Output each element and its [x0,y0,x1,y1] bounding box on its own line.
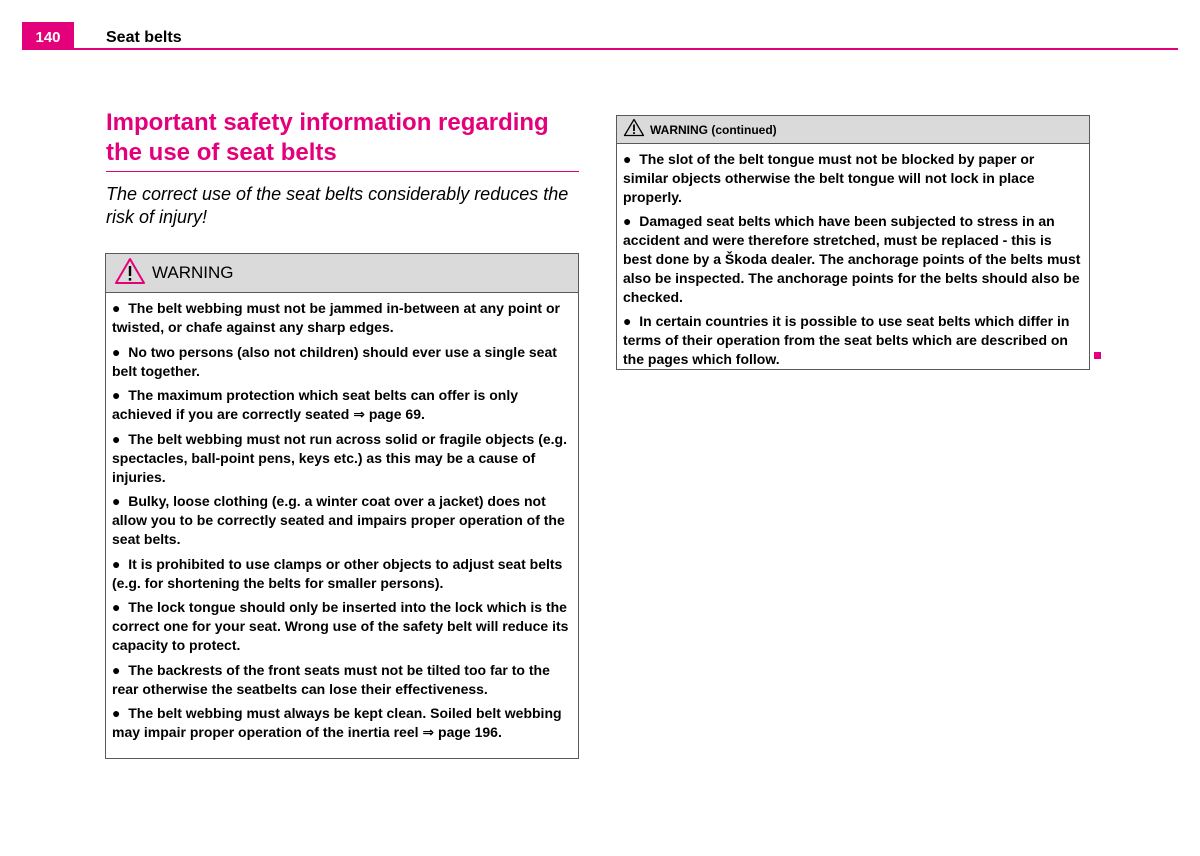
section-end-marker [1094,352,1101,359]
header-rule [22,48,1178,50]
warning-item [623,312,1083,369]
bullet: ● [623,151,632,167]
warning-triangle-icon [114,257,146,290]
heading-divider [106,171,579,172]
bullet: ● [112,387,121,403]
warning-item-text: The belt webbing must always be kept clean. Soiled belt webbing may impair proper operation of the inertia reel ⇒ page 196. [112,705,562,740]
page-number: 140 [35,29,61,46]
warning-item [112,343,572,381]
warning-item [112,555,572,593]
bullet: ● [112,705,121,721]
warning-item [623,212,1083,307]
warning-item [112,661,572,699]
warning-header [106,254,578,293]
bullet: ● [112,555,121,572]
bullet: ● [112,430,121,447]
warning-item-text: The maximum protection which seat belts can offer is only achieved if you are correctly seated ⇒ page 69. [112,387,519,422]
intro-text: The correct use of the seat belts considerably reduces the risk of injury! [106,184,569,227]
warning-item [112,299,572,337]
warning-item-text: It is prohibited to use clamps or other objects to adjust seat belts (e.g. for shortening the belts for smaller persons). [112,555,563,591]
section-title: Seat belts [106,29,182,46]
bullet: ● [112,493,121,509]
warning-item [112,386,572,424]
warning-item-text: The lock tongue should only be inserted into the lock which is the correct one for your seat. Wrong use of the safety belt will reduce its capacity to protect. [112,599,569,653]
page-heading: Important safety information regarding the use of seat belts [106,109,549,166]
warning-item [623,150,1083,207]
warning-item [112,704,572,742]
warning-item-text: The belt webbing must not be jammed in-between at any point or twisted, or chafe against any sharp edges. [112,300,560,335]
warning-item-text: No two persons (also not children) should ever use a single seat belt together. [112,343,557,379]
warning-continued-title: WARNING (continued) [650,122,777,137]
warning-item-text: Damaged seat belts which have been subjected to stress in an accident and were therefore stretched, must be replaced - this is best done by a Škoda dealer. The anchorage points of the belts must also be inspected. The anchorage points for the belts should also be checked. [623,213,1081,305]
bullet: ● [112,599,121,615]
bullet: ● [112,343,121,360]
warning-item-text: In certain countries it is possible to use seat belts which differ in terms of their operation from the seat belts which are described on the pages which follow. [623,313,1070,367]
warning-item-text: The slot of the belt tongue must not be blocked by paper or similar objects otherwise the belt tongue will not lock in place properly. [623,151,1035,205]
warning-triangle-icon [623,118,645,142]
warning-title: WARNING [152,263,234,282]
warning-item-text: The backrests of the front seats must not be tilted too far to the rear otherwise the seatbelts can lose their effectiveness. [112,661,550,697]
warning-box [105,253,579,759]
bullet: ● [623,213,632,229]
warning-item-text: Bulky, loose clothing (e.g. a winter coat over a jacket) does not allow you to be correctly seated and impairs proper operation of the seat belts. [112,493,565,547]
warning-item [112,598,572,655]
warning-item-text: The belt webbing must not run across solid or fragile objects (e.g. spectacles, ball-point pens, keys etc.) as this may be a cause of injuries. [112,430,567,485]
bullet: ● [112,300,121,316]
warning-continued-list [617,144,1089,369]
warning-item [112,430,572,487]
warning-continued-box [616,115,1090,370]
bullet: ● [623,313,632,329]
bullet: ● [112,661,121,678]
warning-item [112,492,572,549]
warning-list [106,293,578,742]
warning-continued-header [617,116,1089,144]
